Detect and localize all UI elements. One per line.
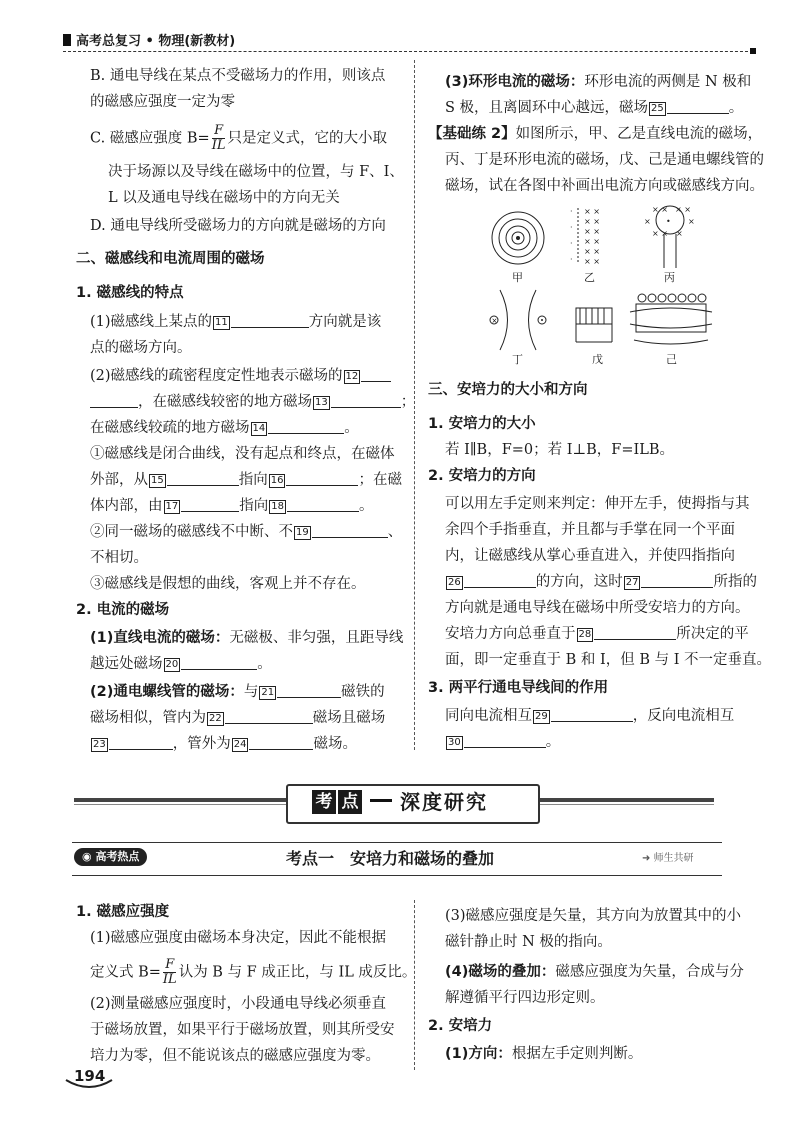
svg-text:× ×: × × [584, 227, 600, 236]
svg-text:× ×: × × [584, 247, 600, 256]
figure-wu [576, 308, 612, 342]
s2-p1-text: 无磁极、非匀强，且距导线 [229, 630, 404, 646]
svg-text:×: × [491, 317, 498, 325]
jichu-label: 【基础练 2】 [428, 126, 516, 142]
br-p5-label: (1)方向： [445, 1046, 512, 1062]
r-p3-line1 [445, 72, 751, 92]
jichu-line1 [428, 124, 762, 144]
br-title: 2. 安培力 [428, 1018, 493, 1034]
topic-right-text: 师生共研 [653, 853, 694, 864]
br-p5-text: 根据左手定则判断。 [511, 1046, 643, 1062]
badge-text: 高考热点 [95, 850, 140, 863]
s1-p2-line3 [90, 418, 359, 438]
figure-jia [492, 212, 544, 264]
fig-label-bing: 丙 [664, 271, 675, 284]
kaodian-banner [74, 782, 714, 822]
figure-bing [644, 205, 695, 268]
r3-text-1a: 同向电流相互 [445, 708, 532, 724]
svg-text:·: · [570, 239, 573, 248]
fig-label-ding: 丁 [512, 353, 523, 366]
s1-c1-text-b: 外部，从 [90, 472, 148, 488]
blank-number-22: 22 [209, 713, 222, 724]
r1-body: 若 I∥B，F=0；若 I⊥B，F=ILB。 [445, 442, 674, 458]
badge-icon: ◉ [82, 850, 96, 863]
fraction-f-over-il [212, 124, 226, 153]
r2-title: 2. 安培力的方向 [428, 468, 536, 484]
figure-ding [490, 290, 546, 350]
fig-label-yi: 乙 [584, 271, 595, 284]
s2-p2-line2 [90, 708, 385, 728]
banner-title: 深度研究 [400, 790, 488, 814]
fill-blank-12b[interactable] [90, 393, 138, 408]
banner-kao: 考 [312, 790, 336, 814]
bl-title: 1. 磁感应强度 [76, 904, 170, 920]
blank-number-14: 14 [252, 423, 266, 434]
section-3-title: 三、安培力的大小和方向 [428, 382, 588, 398]
s1-p2-text-a: (2)磁感线的疏密程度定性地表示磁场的 [90, 368, 343, 384]
blank-number-28: 28 [578, 629, 592, 640]
page-number: 194 [74, 1067, 106, 1085]
r-p3-line2 [445, 98, 743, 118]
blank-number-19: 19 [296, 527, 309, 538]
fill-blank-13[interactable] [331, 393, 401, 408]
r2-line4 [445, 572, 757, 592]
bl-p2 [90, 958, 416, 987]
s1-title: 1. 磁感线的特点 [76, 285, 184, 301]
option-c-line2: 决于场源以及导线在磁场中的位置，与 F、I、 [108, 164, 404, 180]
svg-text:×: × [688, 217, 695, 226]
svg-text:× ×: × × [584, 217, 600, 226]
blank-number-20: 20 [165, 659, 179, 670]
r2-text-6b: 所决定的平 [676, 626, 749, 642]
r3-line2 [445, 732, 560, 752]
option-d: D. 通电导线所受磁场力的方向就是磁场的方向 [90, 218, 386, 234]
fig-label-ji: 己 [666, 353, 677, 366]
s2-p1-text-c: 越远处磁场 [90, 656, 163, 672]
s1-p1-text-a: (1)磁感线上某点的 [90, 314, 213, 330]
header-dot [750, 48, 756, 54]
s1-c1-text-e: 体内部，由 [90, 498, 163, 514]
r-p3-text: 环形电流的两侧是 N 极和 [584, 74, 752, 90]
r2-line7: 面，即一定垂直于 B 和 I，但 B 与 I 不一定垂直。 [445, 652, 772, 668]
s1-c1-text-c: 指向 [238, 472, 268, 488]
r-p3-label: (3)环形电流的磁场： [445, 74, 585, 90]
jichu-text-1: 如图所示，甲、乙是直线电流的磁场， [515, 126, 763, 142]
svg-text:×: × [676, 229, 683, 238]
option-b-line1: B. 通电导线在某点不受磁场力的作用，则该点 [90, 68, 386, 84]
s1-c1-text-g: 。 [358, 498, 374, 514]
s2-p1-text-d: 。 [257, 656, 272, 672]
s2-p2-text-e: 磁场且磁场 [312, 710, 386, 726]
blank-number-23: 23 [93, 739, 106, 750]
fill-blank-22[interactable] [225, 709, 313, 724]
section-2-title: 二、磁感线和电流周围的磁场 [76, 251, 265, 267]
blank-number-25: 25 [651, 103, 664, 114]
s1-c1-text-d: ；在磁 [358, 472, 402, 488]
r3-text-1c: 。 [545, 734, 561, 750]
blank-number-15: 15 [151, 475, 164, 486]
r2-line3: 内，让磁感线从掌心垂直进入，并使四指指向 [445, 548, 735, 564]
blank-number-30: 30 [448, 737, 461, 748]
r-p3-text-c: S 极，且离圆环中心越远，磁场 [445, 100, 649, 116]
s2-p1-line1 [90, 628, 403, 648]
r2-line1: 可以用左手定则来判定：伸开左手，使拇指与其 [445, 496, 750, 512]
fill-blank-23[interactable] [109, 735, 173, 750]
bl-p5: 培力为零，但不能说该点的磁感应强度为零。 [90, 1048, 380, 1064]
s2-p2-line3 [90, 734, 357, 754]
r3-title: 3. 两平行通电导线间的作用 [428, 680, 609, 696]
blank-number-13: 13 [315, 397, 328, 408]
s1-c2-text-b: 、 [387, 524, 403, 540]
br-p2: 磁针静止时 N 极的指向。 [445, 934, 612, 950]
r2-text-6a: 安培力方向总垂直于 [445, 626, 576, 642]
s1-c3: ③磁感线是假想的曲线，客观上并不存在。 [90, 576, 366, 592]
svg-text:× ×: × × [584, 257, 600, 266]
banner-connector [370, 799, 392, 802]
hot-topic-badge [74, 848, 147, 866]
blank-number-24: 24 [233, 739, 247, 750]
s2-p2-text-f: ，管外为 [172, 736, 231, 752]
r3-text-1b: ，反向电流相互 [632, 708, 735, 724]
fill-blank-24[interactable] [249, 735, 313, 750]
fill-blank-27[interactable] [641, 573, 713, 588]
s2-p2-text-d: 磁场相似，管内为 [90, 710, 206, 726]
s2-p1-line2 [90, 654, 272, 674]
s1-p2-text-d: 在磁感线较疏的地方磁场 [90, 420, 250, 436]
blank-number-26: 26 [448, 577, 461, 588]
banner-dian: 点 [338, 790, 362, 814]
r1-title: 1. 安培力的大小 [428, 416, 536, 432]
arrow-icon: ➜ [642, 853, 654, 864]
topic-bar [72, 842, 722, 876]
svg-text:× ×: × × [652, 205, 668, 214]
header-text: 高考总复习 • 物理(新教材) [76, 34, 236, 49]
r2-line5: 方向就是通电导线在磁场中所受安培力的方向。 [445, 600, 750, 616]
s1-p2-line2 [90, 392, 415, 412]
fill-blank-11[interactable] [231, 313, 309, 328]
blank-number-21: 21 [261, 687, 275, 698]
header-arrow-icon [63, 34, 71, 46]
bl-p4: 于磁场放置，如果平行于磁场放置，则其所受安 [90, 1022, 395, 1038]
blank-number-16: 16 [270, 475, 284, 486]
blank-number-27: 27 [625, 577, 639, 588]
fill-blank-14[interactable] [268, 419, 344, 434]
s1-p2-line1 [90, 366, 391, 386]
svg-text:·: · [570, 223, 573, 232]
fill-blank-17[interactable] [181, 497, 239, 512]
figure-ji [630, 294, 712, 344]
fill-blank-12a[interactable] [361, 367, 391, 382]
s1-c1-line2 [90, 470, 402, 490]
svg-text:×: × [644, 217, 651, 226]
fill-blank-15[interactable] [167, 471, 239, 486]
option-c-text-b: 只是定义式，它的大小取 [227, 130, 387, 147]
s1-c2-line2: 不相切。 [90, 550, 148, 566]
blank-number-11: 11 [215, 317, 228, 328]
option-c-text-a: C. 磁感应强度 B= [90, 130, 210, 147]
bl-p1: (1)磁感应强度由磁场本身决定，因此不能根据 [90, 930, 387, 946]
fraction-f-over-il-2 [163, 958, 177, 987]
fraction-denominator-2: IL [162, 972, 177, 987]
s1-p1-text-b: 方向就是该 [308, 314, 382, 330]
fill-blank-25[interactable] [667, 99, 729, 114]
svg-text:× ×: × × [584, 207, 600, 216]
s2-p2-text-c: 磁铁的 [341, 684, 385, 700]
fig-label-wu: 戊 [592, 353, 603, 366]
fill-blank-30[interactable] [464, 733, 546, 748]
s1-c2-text-a: ②同一磁场的磁感线不中断、不 [90, 524, 293, 540]
s2-p2-line1 [90, 682, 385, 702]
br-p3-label: (4)磁场的叠加： [445, 964, 556, 980]
svg-text:× ×: × × [584, 237, 600, 246]
s2-p2-text-g: 磁场。 [313, 736, 357, 752]
r3-line1 [445, 706, 734, 726]
bl-p2-text-b: 认为 B 与 F 成正比，与 IL 成反比。 [178, 964, 417, 981]
option-c-line3: L 以及通电导线在磁场中的方向无关 [108, 190, 340, 206]
s2-p2-label: (2)通电螺线管的磁场： [90, 684, 244, 700]
svg-text:·: · [570, 255, 573, 264]
r2-line6 [445, 624, 749, 644]
r2-line2: 余四个手指垂直，并且都与手掌在同一个平面 [445, 522, 735, 538]
s1-p2-text-c: ； [400, 394, 416, 410]
blank-number-17: 17 [165, 501, 179, 512]
jichu-line3: 磁场，试在各图中补画出电流方向或磁感线方向。 [445, 178, 764, 194]
page-number-swoosh-icon [64, 1076, 114, 1092]
blank-number-18: 18 [271, 501, 284, 512]
fig-label-jia: 甲 [512, 271, 523, 284]
magnetic-field-figures [470, 200, 740, 368]
fraction-numerator-2: F [165, 957, 175, 972]
br-p3 [445, 962, 744, 982]
fraction-numerator: F [214, 123, 224, 138]
fraction-denominator: IL [211, 138, 226, 153]
s1-p1-line2: 点的磁场方向。 [90, 340, 192, 356]
fill-blank-21[interactable] [277, 683, 341, 698]
svg-text:•: • [666, 217, 671, 226]
r2-text-4a: 的方向，这时 [535, 574, 623, 590]
s1-c1-line3 [90, 496, 373, 516]
fill-blank-16[interactable] [286, 471, 358, 486]
svg-text:× ×: × × [675, 205, 691, 214]
s1-c2-line1 [90, 522, 402, 542]
fill-blank-18[interactable] [287, 497, 359, 512]
fill-blank-26[interactable] [464, 573, 536, 588]
s1-p2-text-b: ，在磁感线较密的地方磁场 [138, 394, 312, 410]
s2-p2-text-b: 与 [243, 684, 259, 700]
fill-blank-19[interactable] [312, 523, 388, 538]
blank-number-29: 29 [535, 711, 548, 722]
s2-title: 2. 电流的磁场 [76, 602, 170, 618]
topic-right-label [642, 851, 694, 867]
s1-p2-text-e: 。 [344, 420, 359, 436]
fill-blank-20[interactable] [181, 655, 257, 670]
option-b-line2: 的磁感应强度一定为零 [90, 94, 235, 110]
figure-yi [570, 207, 600, 266]
svg-text:× ×: × × [652, 229, 668, 238]
header-rule [63, 51, 753, 52]
r-p3-text-d: 。 [728, 100, 744, 116]
fill-blank-28[interactable] [594, 625, 676, 640]
blank-number-12: 12 [345, 371, 359, 382]
br-p3-text: 磁感应强度为矢量，合成与分 [555, 964, 744, 980]
fill-blank-29[interactable] [551, 707, 633, 722]
br-p5 [445, 1044, 642, 1064]
s1-c1-line1: ①磁感线是闭合曲线，没有起点和终点，在磁体 [90, 446, 395, 462]
page-header [63, 30, 235, 49]
s1-c1-text-f: 指向 [239, 498, 269, 514]
br-p1: (3)磁感应强度是矢量，其方向为放置其中的小 [445, 908, 742, 924]
s1-p1-line1 [90, 312, 381, 332]
bl-p3: (2)测量磁感应强度时，小段通电导线必须垂直 [90, 996, 387, 1012]
jichu-line2: 丙、丁是环形电流的磁场，戊、己是通电螺线管的 [445, 152, 764, 168]
br-p4: 解遵循平行四边形定则。 [445, 990, 605, 1006]
s2-p1-label: (1)直线电流的磁场： [90, 630, 230, 646]
option-c-line1 [90, 124, 387, 153]
r2-text-4b: 所指的 [713, 574, 757, 590]
topic-title: 考点一 安培力和磁场的叠加 [286, 849, 495, 868]
bl-p2-text-a: 定义式 B= [90, 964, 161, 981]
svg-text:·: · [570, 207, 573, 216]
